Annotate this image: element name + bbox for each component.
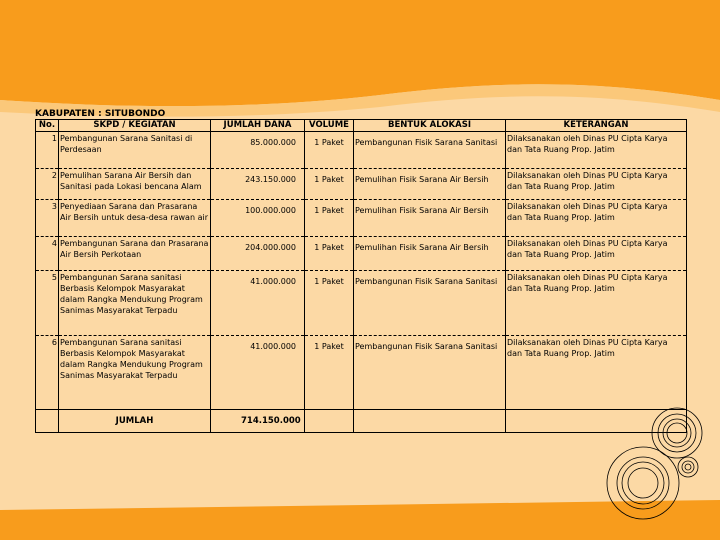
cell-kegiatan: Pembangunan Sarana sanitasi Berbasis Kelompok Masyarakat dalam Rangka Mendukung Program Sanimas Masyarakat Terpadu	[59, 336, 211, 410]
cell-kegiatan: Penyediaan Sarana dan Prasarana Air Bersih untuk desa-desa rawan air	[59, 200, 211, 237]
cell-volume: 1 Paket	[305, 271, 354, 336]
table-row	[36, 237, 687, 271]
cell-empty	[36, 410, 59, 433]
cell-no: 6	[36, 336, 59, 410]
cell-kegiatan: Pembangunan Sarana sanitasi Berbasis Kelompok Masyarakat dalam Rangka Mendukung Program Sanimas Masyarakat Terpadu	[59, 271, 211, 336]
table-row	[36, 132, 687, 169]
cell-bentuk: Pemulihan Fisik Sarana Air Bersih	[354, 169, 506, 200]
cell-kegiatan: Pemulihan Sarana Air Bersih dan Sanitasi pada Lokasi bencana Alam	[59, 169, 211, 200]
allocation-table	[35, 119, 687, 433]
cell-kegiatan: Pembangunan Sarana dan Prasarana Air Bersih Perkotaan	[59, 237, 211, 271]
col-volume: VOLUME	[305, 120, 354, 132]
cell-empty	[305, 410, 354, 433]
cell-dana: 100.000.000	[211, 200, 305, 237]
col-bentuk: BENTUK ALOKASI	[354, 120, 506, 132]
col-dana: JUMLAH DANA	[211, 120, 305, 132]
cell-dana: 85.000.000	[211, 132, 305, 169]
col-keterangan: KETERANGAN	[506, 120, 687, 132]
kabupaten-label: KABUPATEN : SITUBONDO	[35, 109, 166, 119]
cell-dana: 41.000.000	[211, 336, 305, 410]
table-row	[36, 336, 687, 410]
col-no: No.	[36, 120, 59, 132]
cell-keterangan: Dilaksanakan oleh Dinas PU Cipta Karya dan Tata Ruang Prop. Jatim	[506, 132, 687, 169]
cell-dana: 243.150.000	[211, 169, 305, 200]
cell-no: 3	[36, 200, 59, 237]
cell-volume: 1 Paket	[305, 132, 354, 169]
table-row	[36, 271, 687, 336]
cell-empty	[506, 410, 687, 433]
cell-no: 4	[36, 237, 59, 271]
total-label: JUMLAH	[59, 410, 211, 433]
cell-bentuk: Pemulihan Fisik Sarana Air Bersih	[354, 237, 506, 271]
cell-bentuk: Pembangunan Fisik Sarana Sanitasi	[354, 132, 506, 169]
cell-keterangan: Dilaksanakan oleh Dinas PU Cipta Karya dan Tata Ruang Prop. Jatim	[506, 271, 687, 336]
cell-kegiatan: Pembangunan Sarana Sanitasi di Perdesaan	[59, 132, 211, 169]
cell-bentuk: Pembangunan Fisik Sarana Sanitasi	[354, 271, 506, 336]
cell-keterangan: Dilaksanakan oleh Dinas PU Cipta Karya dan Tata Ruang Prop. Jatim	[506, 169, 687, 200]
cell-volume: 1 Paket	[305, 200, 354, 237]
total-dana: 714.150.000	[211, 410, 305, 433]
cell-keterangan: Dilaksanakan oleh Dinas PU Cipta Karya dan Tata Ruang Prop. Jatim	[506, 237, 687, 271]
cell-keterangan: Dilaksanakan oleh Dinas PU Cipta Karya dan Tata Ruang Prop. Jatim	[506, 336, 687, 410]
table-row	[36, 169, 687, 200]
cell-no: 1	[36, 132, 59, 169]
total-row	[36, 410, 687, 433]
cell-bentuk: Pemulihan Fisik Sarana Air Bersih	[354, 200, 506, 237]
cell-volume: 1 Paket	[305, 169, 354, 200]
cell-dana: 41.000.000	[211, 271, 305, 336]
col-kegiatan: SKPD / KEGIATAN	[59, 120, 211, 132]
cell-empty	[354, 410, 506, 433]
table-header	[36, 120, 687, 132]
cell-no: 2	[36, 169, 59, 200]
table-row	[36, 200, 687, 237]
cell-volume: 1 Paket	[305, 237, 354, 271]
cell-dana: 204.000.000	[211, 237, 305, 271]
cell-volume: 1 Paket	[305, 336, 354, 410]
cell-keterangan: Dilaksanakan oleh Dinas PU Cipta Karya dan Tata Ruang Prop. Jatim	[506, 200, 687, 237]
cell-no: 5	[36, 271, 59, 336]
cell-bentuk: Pembangunan Fisik Sarana Sanitasi	[354, 336, 506, 410]
